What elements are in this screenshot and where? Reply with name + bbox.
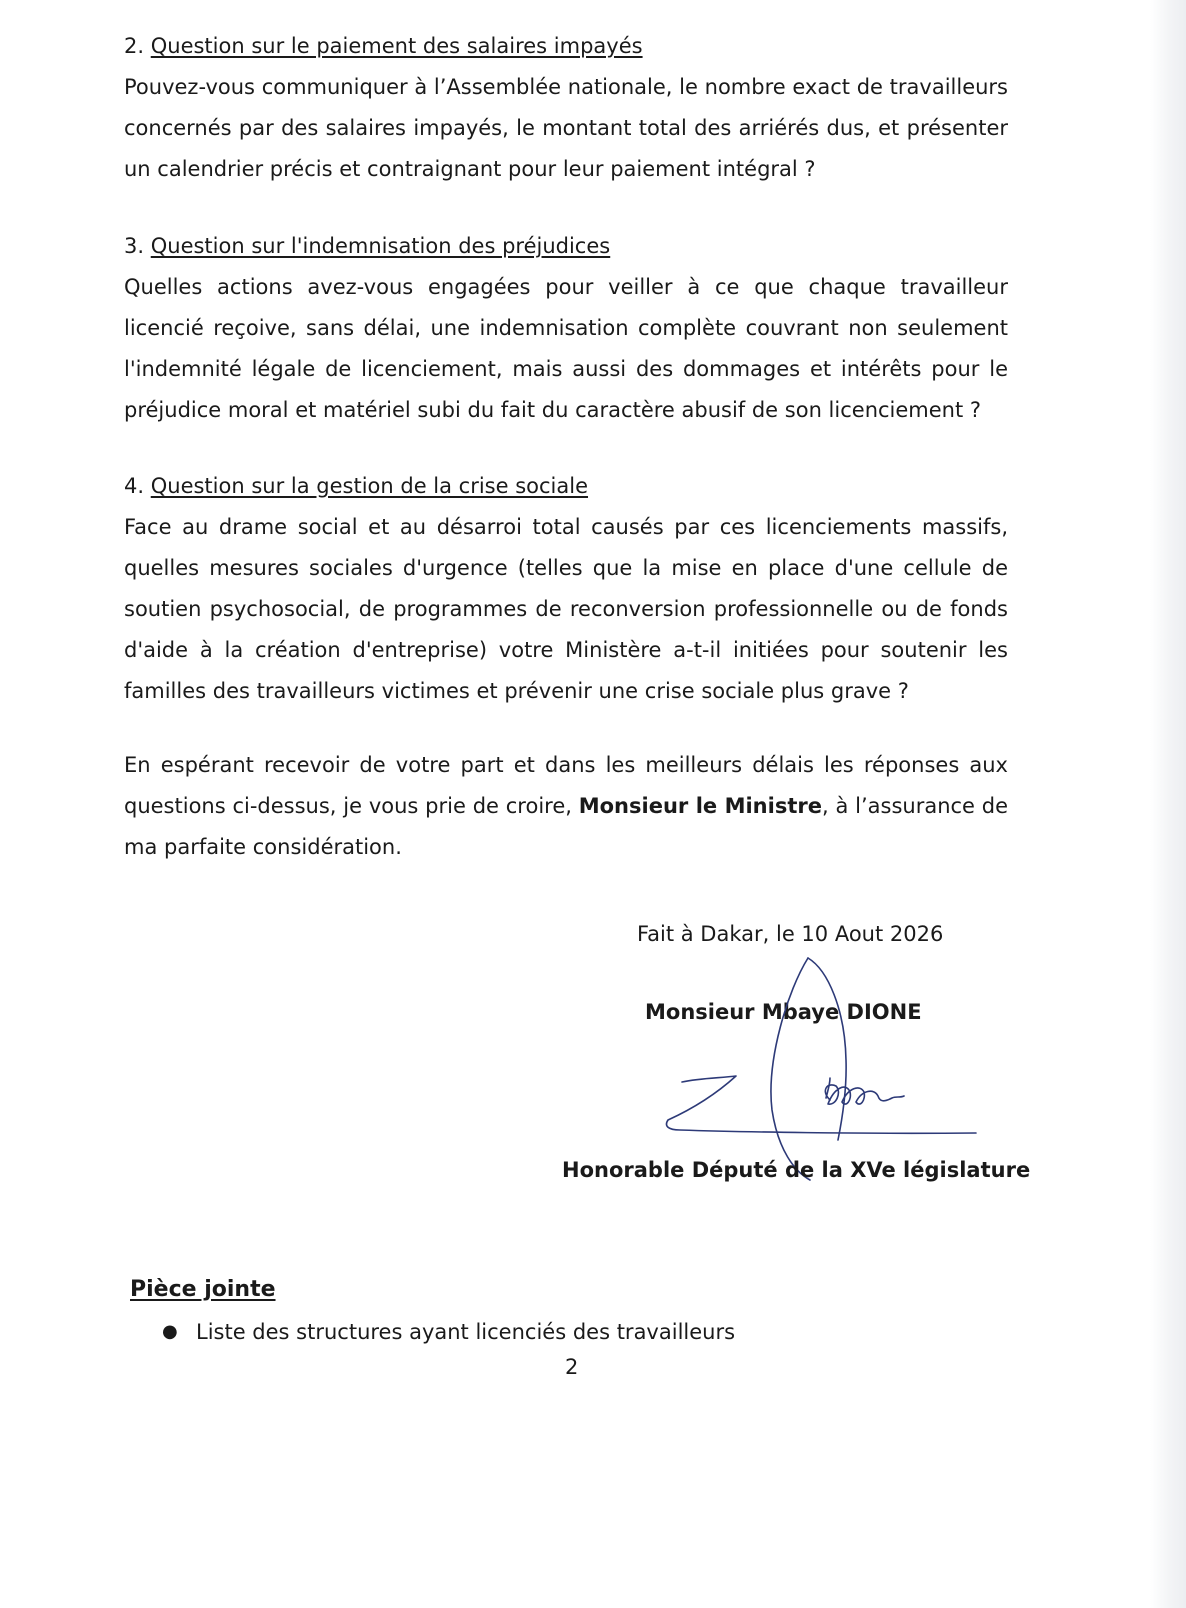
question-4-heading [124, 466, 1008, 507]
closing-text-before: En espérant recevoir de votre part et dans les meilleurs délais les réponses aux questions ci-dessus, je vous prie de croire, [124, 753, 1008, 818]
place-date: Fait à Dakar, le 10 Aout 2026 [637, 922, 944, 946]
question-3-title: Question sur l'indemnisation des préjudices [150, 234, 611, 258]
attachment-item-label: Liste des structures ayant licenciés des travailleurs [196, 1320, 736, 1344]
question-2-number: 2. [124, 34, 145, 58]
question-2-body: Pouvez-vous communiquer à l’Assemblée nationale, le nombre exact de travailleurs concernés par des salaires impayés, le montant total des arriérés dus, et présenter un calendrier précis et contraignant pour leur paiement intégral ? [124, 75, 1008, 181]
handwritten-signature [660, 950, 990, 1190]
attachment-title: Pièce jointe [130, 1277, 276, 1302]
question-3 [124, 226, 1008, 431]
question-4 [124, 466, 1008, 712]
question-3-number: 3. [124, 234, 145, 258]
closing-text-after: , à l’assurance de ma parfaite considération. [124, 794, 1009, 859]
question-4-body: Face au drame social et au désarroi total causés par ces licenciements massifs, quelles mesures sociales d'urgence (telles que la mise en place d'une cellule de soutien psychosocial, de programmes de reconversion professionnelle ou de fonds d'aide à la création d'entreprise) votre Ministère a-t-il initiées pour soutenir les familles des travailleurs victimes et prévenir une crise sociale plus grave ? [124, 515, 1008, 703]
question-2-title: Question sur le paiement des salaires impayés [150, 34, 643, 58]
list-item [162, 1318, 735, 1346]
closing-paragraph [124, 745, 1008, 868]
question-4-title: Question sur la gestion de la crise sociale [150, 474, 589, 498]
question-4-number: 4. [124, 474, 145, 498]
attachment-list [162, 1318, 735, 1346]
question-3-body: Quelles actions avez-vous engagées pour veiller à ce que chaque travailleur licencié reçoive, sans délai, une indemnisation complète couvrant non seulement l'indemnité légale de licenciement, mais aussi des dommages et intérêts pour le préjudice moral et matériel subi du fait du caractère abusif de son licenciement ? [124, 275, 1008, 422]
scan-page-edge [1150, 0, 1186, 1608]
signatory-title: Honorable Député de la XVe législature [562, 1158, 1031, 1182]
question-2 [124, 26, 1008, 190]
question-2-heading [124, 26, 1008, 67]
closing-addressee: Monsieur le Ministre [578, 794, 822, 818]
bullet-icon: ● [162, 1321, 178, 1342]
signatory-name: Monsieur Mbaye DIONE [645, 1000, 922, 1024]
question-3-heading [124, 226, 1008, 267]
page-number: 2 [565, 1355, 579, 1379]
